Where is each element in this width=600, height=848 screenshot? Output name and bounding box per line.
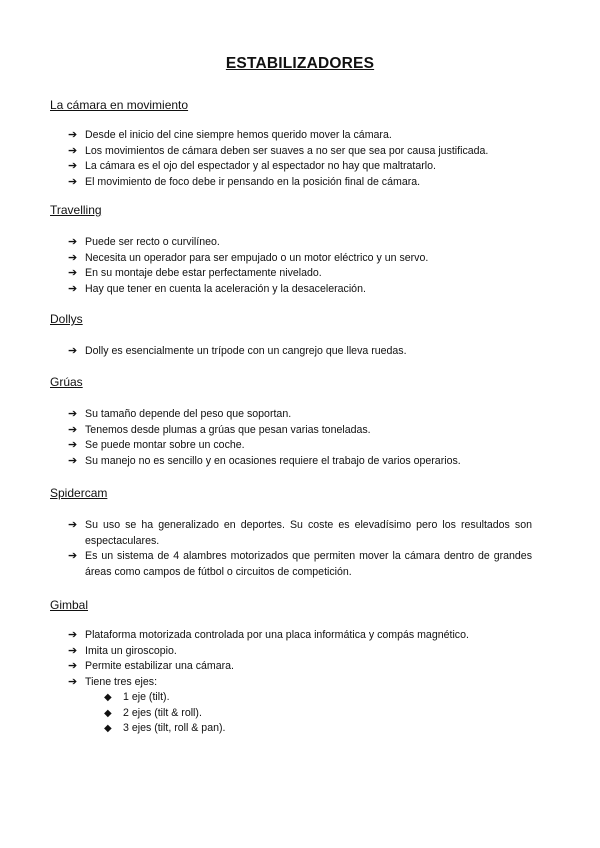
diamond-bullet-icon: ◆	[104, 723, 112, 734]
arrow-bullet-icon: ➔	[68, 423, 78, 436]
list-item: ➔ Se puede montar sobre un coche.	[0, 438, 600, 454]
arrow-bullet-icon: ➔	[68, 282, 78, 295]
list-item: ➔ Desde el inicio del cine siempre hemos querido mover la cámara.	[0, 128, 600, 144]
arrow-bullet-icon: ➔	[68, 629, 78, 641]
list-item: ➔ Imita un giroscopio.	[0, 644, 600, 660]
arrow-bullet-icon: ➔	[68, 267, 78, 279]
section-heading-travelling: Travelling	[50, 203, 102, 217]
arrow-bullet-icon: ➔	[68, 644, 78, 657]
section-heading-gimbal: Gimbal	[50, 598, 89, 612]
sub-list-item: ◆ 1 eje (tilt).	[0, 690, 600, 706]
list-item: ➔ En su montaje debe estar perfectamente nivelado.	[0, 266, 600, 282]
bullet-list-gruas	[0, 407, 600, 469]
arrow-bullet-icon: ➔	[68, 160, 78, 172]
diamond-bullet-icon: ◆	[104, 692, 112, 703]
arrow-bullet-icon: ➔	[68, 345, 78, 357]
list-item: ➔ Puede ser recto o curvilíneo.	[0, 235, 600, 251]
arrow-bullet-icon: ➔	[68, 550, 78, 562]
arrow-bullet-icon: ➔	[68, 660, 78, 672]
arrow-bullet-icon: ➔	[68, 454, 78, 467]
section-heading-gruas: Grúas	[50, 375, 83, 389]
bullet-list-gimbal	[0, 628, 600, 737]
list-item: ➔ Su manejo no es sencillo y en ocasiones requiere el trabajo de varios operarios.	[0, 454, 600, 470]
list-item: ➔ Los movimientos de cámara deben ser suaves a no ser que sea por causa justificada.	[0, 144, 600, 160]
list-item: ➔ El movimiento de foco debe ir pensando en la posición final de cámara.	[0, 175, 600, 191]
list-item: ➔ Tiene tres ejes: ◆ 1 eje (tilt). ◆ 2 ejes (tilt & roll). ◆ 3 ejes (tilt, roll & pan).	[0, 675, 600, 737]
list-item: ➔ La cámara es el ojo del espectador y al espectador no hay que maltratarlo.	[0, 159, 600, 175]
bullet-list-spidercam	[0, 518, 600, 580]
document-title: ESTABILIZADORES	[225, 55, 375, 72]
list-item: ➔ Dolly es esencialmente un trípode con un cangrejo que lleva ruedas.	[0, 344, 600, 360]
arrow-bullet-icon: ➔	[68, 519, 78, 531]
arrow-bullet-icon: ➔	[68, 144, 78, 157]
arrow-bullet-icon: ➔	[68, 675, 78, 688]
arrow-bullet-icon: ➔	[68, 439, 78, 451]
arrow-bullet-icon: ➔	[68, 236, 78, 248]
diamond-bullet-icon: ◆	[104, 707, 112, 719]
arrow-bullet-icon: ➔	[68, 251, 78, 264]
bullet-list-camara-en-movimiento	[0, 128, 600, 190]
arrow-bullet-icon: ➔	[68, 408, 78, 420]
list-item: ➔ Necesita un operador para ser empujado o un motor eléctrico y un servo.	[0, 251, 600, 267]
sub-list-item: ◆ 2 ejes (tilt & roll).	[0, 706, 600, 722]
arrow-bullet-icon: ➔	[68, 175, 78, 188]
section-heading-dollys: Dollys	[50, 312, 83, 326]
list-item: ➔ Hay que tener en cuenta la aceleración y la desaceleración.	[0, 282, 600, 298]
bullet-list-dollys	[0, 344, 600, 360]
sub-list-ejes	[0, 690, 600, 737]
section-heading-camara-en-movimiento: La cámara en movimiento	[50, 98, 189, 112]
list-item: ➔ Permite estabilizar una cámara.	[0, 659, 600, 675]
list-item: ➔ Su uso se ha generalizado en deportes. Su coste es elevadísimo pero los resultados son espectaculares.	[68, 519, 532, 547]
list-item: ➔ Su tamaño depende del peso que soportan.	[0, 407, 600, 423]
arrow-bullet-icon: ➔	[68, 129, 78, 141]
list-item: ➔ Plataforma motorizada controlada por una placa informática y compás magnético.	[0, 628, 600, 644]
bullet-list-travelling	[0, 235, 600, 297]
sub-list-item: ◆ 3 ejes (tilt, roll & pan).	[0, 721, 600, 737]
list-item: ➔ Tenemos desde plumas a grúas que pesan varias toneladas.	[0, 423, 600, 439]
list-item: ➔ Es un sistema de 4 alambres motorizados que permiten mover la cámara dentro de grandes áreas como campos de fútbol o circuitos de competición.	[68, 550, 532, 578]
section-heading-spidercam: Spidercam	[50, 486, 108, 500]
